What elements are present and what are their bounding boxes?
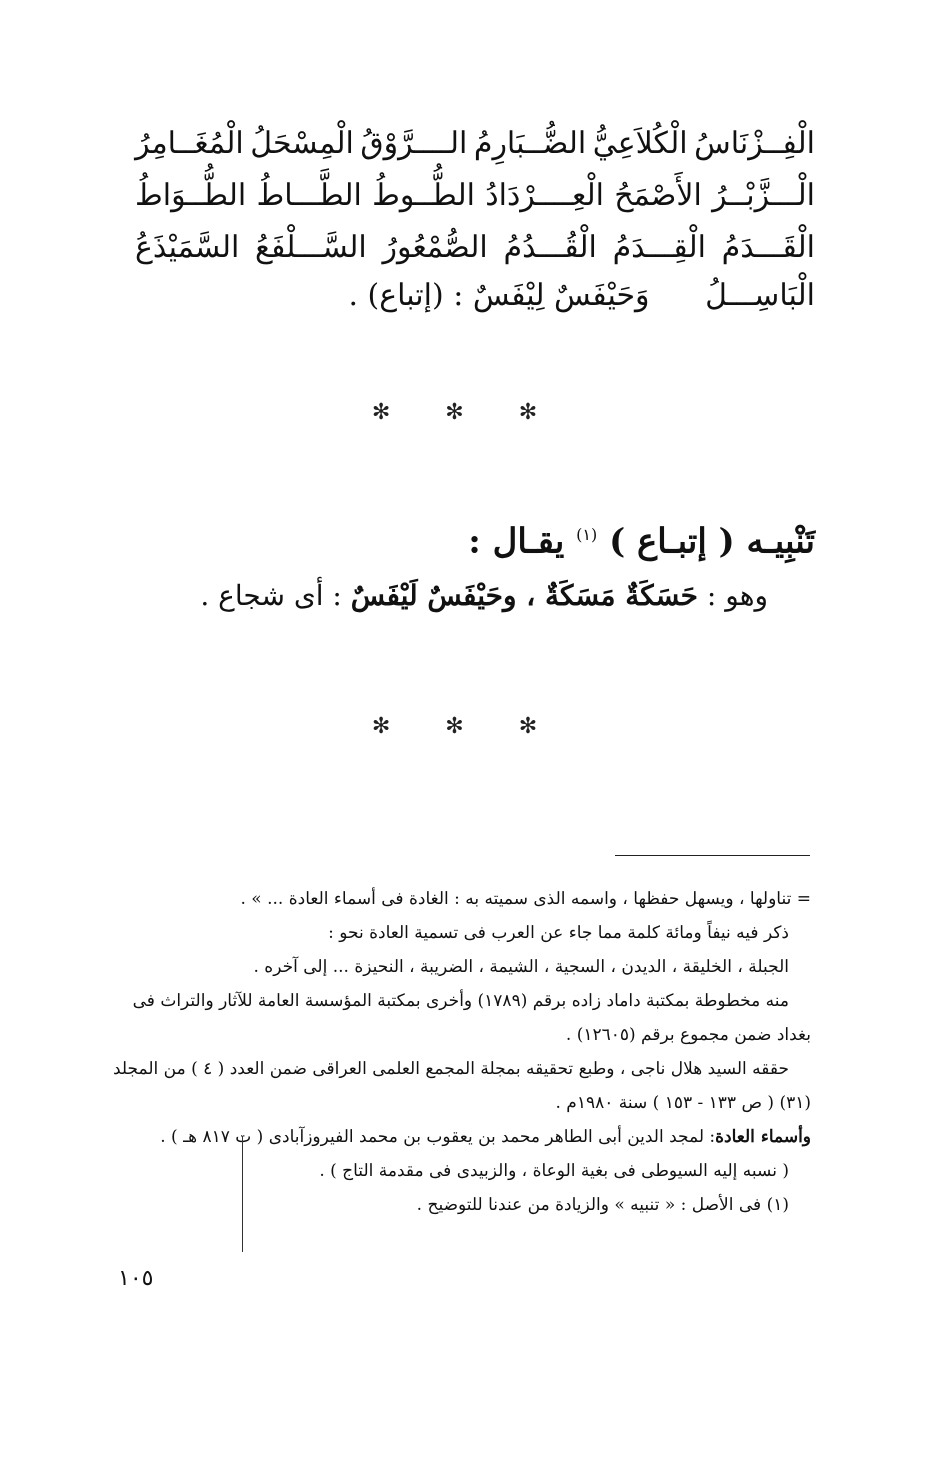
footnote-line: بغداد ضمن مجموع برقم (١٢٦٠٥) .: [565, 1025, 811, 1045]
section-heading: [468, 510, 815, 566]
definition-line: [200, 572, 768, 620]
footnote-line: حققه السيد هلال ناجى ، وطبع تحقيقه بمجلة المجمع العلمى العراقى ضمن العدد ( ٤ ) من المجلد: [112, 1059, 789, 1079]
footnotes: [111, 882, 811, 1222]
word-row: [135, 170, 815, 222]
word-row: [135, 118, 815, 170]
word: الطُّــوطُ: [372, 178, 475, 213]
word: الْمِسْحَلُ: [250, 126, 354, 161]
footnote-line: الجبلة ، الخليقة ، الديدن ، السجية ، الشيمة ، الضريبة ، النحيزة ... إلى آخره .: [253, 957, 789, 977]
word: السَّمَيْذَعُ: [135, 230, 240, 265]
word: الْمُغَــامِرُ: [135, 126, 244, 161]
section-separator: ✻ ✻ ✻: [371, 714, 562, 739]
word-list-last-line: [348, 272, 815, 320]
definition-intro: وهو :: [706, 579, 768, 612]
footnote-bold-label: وأسماء العادة: [715, 1127, 811, 1147]
word: الْكُلاَعِيُّ: [592, 126, 688, 161]
word: الطَّـــاطُ: [256, 178, 362, 213]
word-row: [135, 222, 815, 274]
word: الصُّمْعُورُ: [382, 230, 488, 265]
footnote-line: (١) فى الأصل : « تنبيه » والزيادة من عندنا للتوضيح .: [416, 1195, 789, 1215]
word: الأَصْمَحُ: [614, 178, 702, 213]
footnote-line: [111, 1120, 811, 1154]
definition-words: حَسَكَةٌ مَسَكَةٌ ، وحَيْفَسٌ لَيْفَسٌ: [350, 579, 698, 612]
page-number: ١٠٥: [118, 1266, 154, 1291]
definition-gloss: : أى شجاع .: [200, 579, 342, 612]
word: الــــرَّوْقُ: [360, 126, 468, 161]
heading-title: تَنْبِيـه ( إتبـاع ): [609, 521, 815, 562]
footnote-mark: (١): [576, 525, 598, 544]
word: الْفِــزْنَاسُ: [694, 126, 815, 161]
word: الْـــزَّبْــرُ: [712, 178, 815, 213]
word: الْعِــــرْدَادُ: [485, 178, 604, 213]
word: الطُّــوَاطُ: [135, 178, 247, 213]
footnote-line: = تناولها ، ويسهل حفظها ، واسمه الذى سميته به : الغادة فى أسماء العادة ... » .: [240, 889, 811, 909]
footnote-bold-rest: : لمجد الدين أبى الطاهر محمد بن يعقوب بن محمد الفيروزآبادى ( ت ٨١٧ هـ ) .: [160, 1127, 716, 1147]
word: السَّـــلْفَعُ: [255, 230, 367, 265]
footnote-line: ذكر فيه نيفاً ومائة كلمة مما جاء عن العرب فى تسمية العادة نحو :: [328, 923, 789, 943]
itbaa-phrase: وَحَيْفَسٌ لِيْفَسٌ : (إتباع) .: [348, 278, 650, 313]
footnote-divider: [615, 855, 810, 856]
word: الْقِـــدَمُ: [612, 230, 706, 265]
footnote-line: ( نسبه إليه السيوطى فى بغية الوعاة ، والزبيدى فى مقدمة التاج ) .: [319, 1161, 789, 1181]
word: الضُّــبَارِمُ: [473, 126, 587, 161]
word: الْقُـــدُمُ: [503, 230, 597, 265]
word-list: [135, 118, 815, 274]
footnote-line: (٣١) ( ص ١٣٣ - ١٥٣ ) سنة ١٩٨٠م .: [555, 1093, 811, 1113]
heading-suffix: يقـال :: [468, 521, 565, 562]
footnote-line: منه مخطوطة بمكتبة داماد زاده برقم (١٧٨٩) وأخرى بمكتبة المؤسسة العامة للآثار والتراث فى: [132, 991, 789, 1011]
word: الْبَاسِـــلُ: [705, 278, 815, 313]
word: الْقَـــدَمُ: [721, 230, 815, 265]
margin-line: [242, 1136, 243, 1252]
section-separator: ✻ ✻ ✻: [371, 400, 562, 425]
